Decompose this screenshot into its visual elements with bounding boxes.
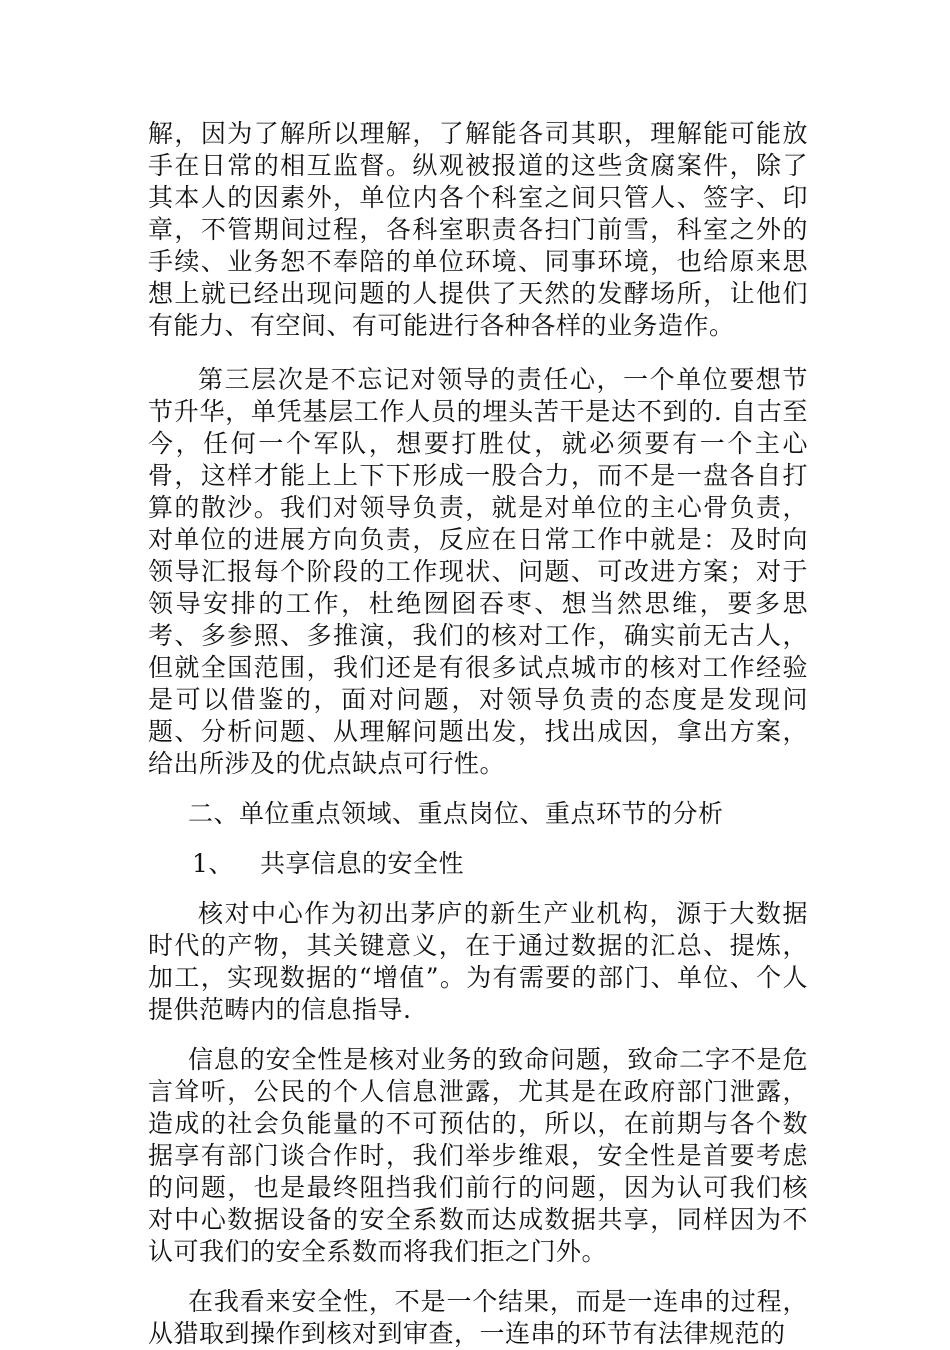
subsection-number: 1、 <box>192 849 234 878</box>
paragraph-continuation: 解，因为了解所以理解，了解能各司其职，理解能可能放手在日常的相互监督。纵观被报道的这些贪腐案件，除了其本人的因素外，单位内各个科室之间只管人、签字、印章，不管期间过程，各科室职责各扫门前雪，科室之外的手续、业务恕不奉陪的单位环境、同事环境，也给原来思想上就已经出现问题的人提供了天然的发酵场所，让他们有能力、有空间、有可能进行各种各样的业务造作。 <box>148 119 808 340</box>
section-heading: 二、单位重点领域、重点岗位、重点环节的分析 <box>188 799 724 828</box>
subsection-heading <box>148 848 808 880</box>
subsection-title: 共享信息的安全性 <box>260 849 465 878</box>
document-body <box>148 118 808 1350</box>
paragraph-information-security: 信息的安全性是核对业务的致命问题，致命二字不是危言耸听，公民的个人信息泄露，尤其是在政府部门泄露，造成的社会负能量的不可预估的，所以，在前期与各个数据享有部门谈合作时，我们举步维艰，安全性是首要考虑的问题，也是最终阻挡我们前行的问题，因为认可我们核对中心数据设备的安全系数而达成数据共享，同样因为不认可我们的安全系数而将我们拒之门外。 <box>148 1045 808 1266</box>
paragraph-security-process: 在我看来安全性，不是一个结果，而是一连串的过程，从猎取到操作到核对到审查，一连串的环节有法律规范的 <box>148 1287 808 1348</box>
paragraph-center-introduction: 核对中心作为初出茅庐的新生产业机构，源于大数据时代的产物，其关键意义，在于通过数据的汇总、提炼，加工，实现数据的“增值”。为有需要的部门、单位、个人提供范畴内的信息指导. <box>148 899 808 1024</box>
paragraph-leadership-responsibility: 第三层次是不忘记对领导的责任心，一个单位要想节节升华，单凭基层工作人员的埋头苦干是达不到的. 自古至今，任何一个军队，想要打胜仗，就必须要有一个主心骨，这样才能上上下下形成一股合力，而不是一盘各自打算的散沙。我们对领导负责，就是对单位的主心骨负责，对单位的进展方向负责，反应在日常工作中就是：及时向领导汇报每个阶段的工作现状、问题、可改进方案；对于领导安排的工作，杜绝囫囵吞枣、想当然思维，要多思考、多参照、多推演，我们的核对工作，确实前无古人，但就全国范围，我们还是有很多试点城市的核对工作经验是可以借鉴的，面对问题，对领导负责的态度是发现问题、分析问题、从理解问题出发，找出成因，拿出方案，给出所涉及的优点缺点可行性。 <box>148 365 808 778</box>
